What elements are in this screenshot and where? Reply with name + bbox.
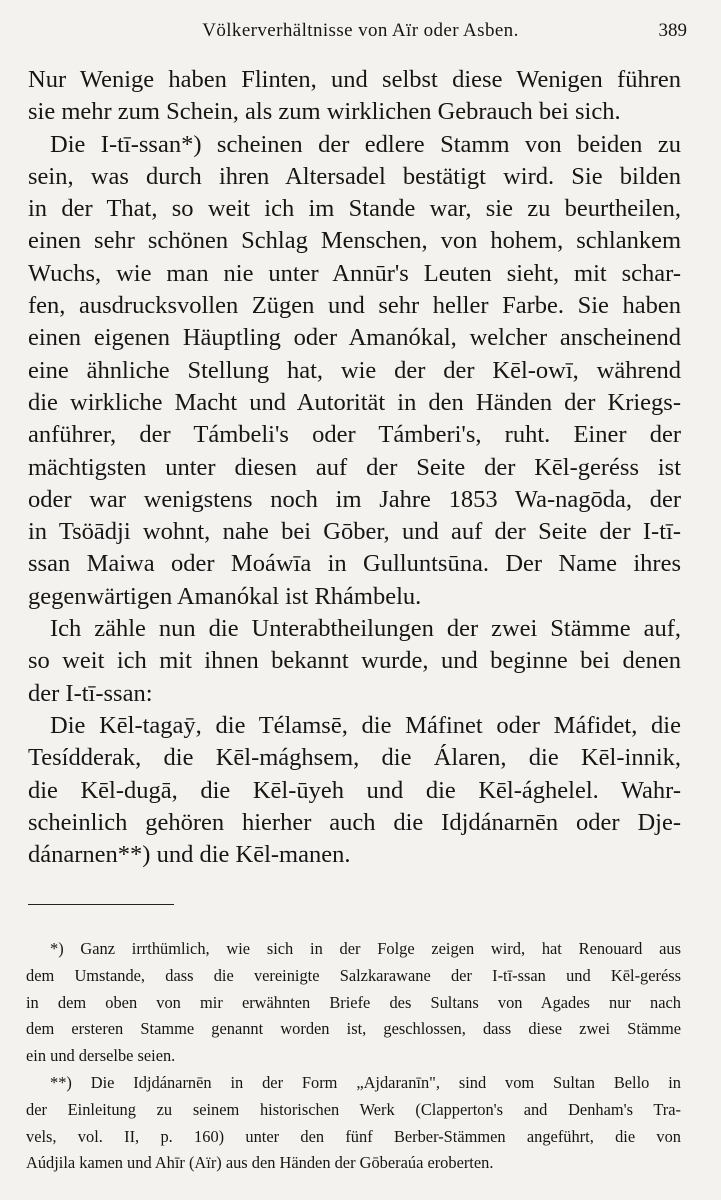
text-line: ssan Maiwa oder Moáwīa in Gulluntsūna. Der Name ihres [28,550,681,578]
footnote-line: der Einleitung zu seinem historischen Werk (Clapperton's and Denham's Tra- [26,1099,681,1119]
footnote-line: Aúdjila kamen und Ahīr (Aïr) aus den Händen der Gōberaúa eroberten. [26,1153,494,1173]
text-line: Die Kēl-tagaȳ, die Télamsē, die Máfinet oder Máfidet, die [50,711,681,739]
text-line: Wuchs, wie man nie unter Annūr's Leuten sieht, mit schar- [28,259,681,287]
running-title: Völkerverhältnisse von Aïr oder Asben. [202,20,519,41]
text-line: einen eigenen Häuptling oder Amanókal, welcher anscheinend [28,324,681,352]
text-line: sein, was durch ihren Altersadel bestätigt wird. Sie bilden [28,162,681,190]
text-line: die Kēl-dugā, die Kēl-ūyeh und die Kēl-ághelel. Wahr- [28,776,681,804]
text-line: fen, ausdrucksvollen Zügen und sehr heller Farbe. Sie haben [28,292,681,320]
text-line: in der That, so weit ich im Stande war, sie zu beurtheilen, [28,195,681,223]
text-line: Ich zähle nun die Unterabtheilungen der zwei Stämme auf, [50,615,681,643]
footnote-line: ein und derselbe seien. [26,1046,176,1066]
footnotes [26,936,681,1177]
text-line: so weit ich mit ihnen bekannt wurde, und beginne bei denen [28,647,681,675]
text-line: gegenwärtigen Amanókal ist Rhámbelu. [28,582,422,610]
footnote-line: **) Die Idjdánarnēn in der Form „Ajdaranīn", sind vom Sultan Bello in [50,1072,681,1092]
text-line: sie mehr zum Schein, als zum wirklichen Gebrauch bei sich. [28,98,621,126]
running-header [0,20,721,46]
text-line: Die I-tī-ssan*) scheinen der edlere Stamm von beiden zu [50,130,681,158]
page-number: 389 [658,20,687,41]
text-line: scheinlich gehören hierher auch die Idjdánarnēn oder Dje- [28,808,681,836]
text-line: in Tsöādji wohnt, nahe bei Gōber, und auf der Seite der I-tī- [28,518,681,546]
footnote-line: *) Ganz irrthümlich, wie sich in der Folge zeigen wird, hat Renouard aus [50,939,681,958]
footnote-line: vels, vol. II, p. 160) unter den fünf Berber-Stämmen angeführt, die von [26,1126,681,1146]
footnote-line: dem ersteren Stamme genannt worden ist, geschlossen, dass diese zwei Stämme [26,1019,681,1039]
text-line: mächtigsten unter diesen auf der Seite der Kēl-geréss ist [28,453,681,481]
text-line: eine ähnliche Stellung hat, wie der der Kēl-owī, während [28,356,681,384]
text-line: Nur Wenige haben Flinten, und selbst diese Wenigen führen [28,66,681,93]
text-line: einen sehr schönen Schlag Menschen, von hohem, schlankem [28,227,681,255]
text-line: Tesídderak, die Kēl-mághsem, die Álaren, die Kēl-innik, [28,744,681,772]
text-line: oder war wenigstens noch im Jahre 1853 Wa-nagōda, der [28,485,681,513]
footnote-separator [28,904,174,905]
footnote-line: in dem oben von mir erwähnten Briefe des Sultans von Agades nur nach [26,992,681,1012]
text-line: der I-tī-ssan: [28,679,153,707]
footnote-line: dem Umstande, dass die vereinigte Salzkarawane der I-tī-ssan und Kēl-geréss [26,965,681,985]
text-line: anführer, der Támbeli's oder Támberi's, ruht. Einer der [28,421,681,449]
text-line: dánarnen**) und die Kēl-manen. [28,841,351,869]
text-line: die wirkliche Macht und Autorität in den Händen der Kriegs- [28,388,681,416]
main-text [28,64,681,871]
